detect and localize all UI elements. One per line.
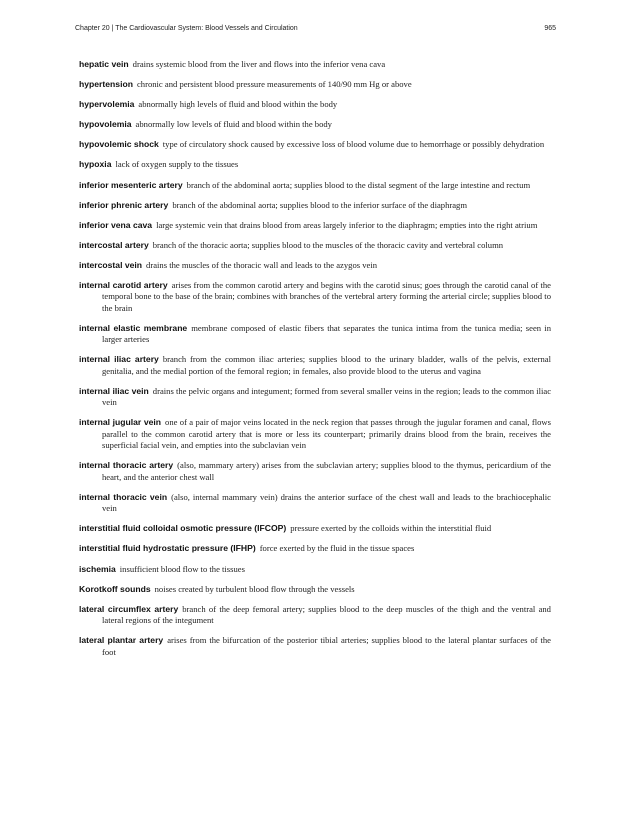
glossary-term: intercostal artery [79,239,149,250]
glossary-definition: branch of the abdominal aorta; supplies blood to the inferior surface of the diaphragm [172,199,468,210]
glossary-definition: drains the pelvic organs and integument; formed from several smaller veins in the region; leads to the common iliac vein [102,385,552,408]
glossary-entry [79,354,551,377]
glossary-definition: (also, mammary artery) arises from the subclavian artery; supplies blood to the thymus, pericardium of the heart, and the anterior chest wall [102,460,551,482]
glossary-term: hypoxia [79,159,112,170]
glossary-term: hepatic vein [79,59,129,69]
glossary-entry [79,280,551,314]
glossary-term: internal thoracic artery [79,460,174,471]
glossary-entry [79,564,551,575]
glossary-definition: arises from the common carotid artery and begins with the carotid sinus; goes through the carotid canal of the temporal bone to the base of the brain; combines with branches of the vertebral artery forming the arterial circle; supplies blood to the brain [102,280,551,313]
glossary-entry [79,99,551,110]
glossary-term: hypovolemic shock [79,139,159,150]
glossary-term: lateral circumflex artery [79,603,179,614]
glossary-entry [79,220,551,231]
glossary-entry [79,584,551,595]
glossary-term: inferior phrenic artery [79,199,169,210]
glossary-definition: large systemic vein that drains blood from areas largely inferior to the diaphragm; empties into the right atrium [156,219,538,230]
glossary-definition: branch of the deep femoral artery; supplies blood to the deep muscles of the thigh and the ventral and lateral regions of the integument [102,603,551,626]
glossary-entry [79,323,551,346]
glossary-entry [79,460,551,483]
glossary-definition: branch of the thoracic aorta; supplies blood to the muscles of the thoracic cavity and vertebral column [152,239,504,250]
glossary-entry [79,139,551,150]
glossary-entry [79,635,551,658]
glossary-entry [79,260,551,271]
glossary-entry [79,417,551,451]
glossary-definition: drains the muscles of the thoracic wall and leads to the azygos vein [146,259,378,270]
glossary-entry [79,159,551,170]
glossary-definition: branch of the abdominal aorta; supplies blood to the distal segment of the large intestine and rectum [186,179,531,190]
glossary-definition: branch from the common iliac arteries; supplies blood to the urinary bladder, walls of the pelvis, external genitalia, and the medial portion of the femoral region; in females, also provide blood to the uterus and vagina [102,354,551,376]
glossary-term: hypovolemia [79,119,132,130]
glossary-definition: force exerted by the fluid in the tissue spaces [259,543,415,554]
glossary-definition: drains systemic blood from the liver and flows into the inferior vena cava [132,59,386,69]
glossary-entry [79,386,551,409]
glossary-definition: pressure exerted by the colloids within the interstitial fluid [290,523,492,534]
glossary-term: Korotkoff sounds [79,583,151,594]
glossary-definition: noises created by turbulent blood flow through the vessels [154,583,355,594]
glossary-term: internal carotid artery [79,280,168,291]
glossary-term: interstitial fluid colloidal osmotic pressure (IFCOP) [79,523,287,534]
glossary-entry [79,240,551,251]
glossary-entry [79,492,551,515]
glossary-entry [79,523,551,534]
glossary-term: inferior mesenteric artery [79,179,183,190]
glossary-definition: one of a pair of major veins located in the neck region that passes through the jugular foramen and canal, flows parallel to the common carotid artery that is more or less its counterpart; primarily drains blood from the brain, receives the superficial facial vein, and empties into the subclavian vein [102,417,551,451]
glossary-definition: (also, internal mammary vein) drains the anterior surface of the chest wall and leads to the brachiocephalic vein [102,491,551,514]
glossary-entry [79,543,551,554]
glossary-entry [79,604,551,627]
glossary-entry [79,180,551,191]
glossary-definition: abnormally low levels of fluid and blood within the body [135,119,332,130]
glossary-term: internal iliac vein [79,385,149,396]
glossary-term: lateral plantar artery [79,635,164,646]
glossary-term: internal jugular vein [79,417,162,428]
chapter-title: Chapter 20 | The Cardiovascular System: Blood Vessels and Circulation [75,25,298,32]
glossary-term: hypertension [79,79,133,90]
glossary-definition: abnormally high levels of fluid and blood within the body [138,99,338,110]
glossary-entry [79,200,551,211]
glossary-term: intercostal vein [79,259,143,270]
glossary-definition: type of circulatory shock caused by excessive loss of blood volume due to hemorrhage or possibly dehydration [162,139,545,150]
glossary-definition: lack of oxygen supply to the tissues [115,159,239,170]
glossary-definition: membrane composed of elastic fibers that separates the tunica intima from the tunica media; seen in larger arteries [102,322,551,345]
glossary-list [79,59,551,667]
glossary-term: ischemia [79,563,116,574]
glossary-definition: chronic and persistent blood pressure measurements of 140/90 mm Hg or above [136,79,412,90]
glossary-definition: arises from the bifurcation of the posterior tibial arteries; supplies blood to the lateral plantar surfaces of the foot [102,635,552,657]
glossary-term: internal elastic membrane [79,322,188,333]
glossary-entry [79,119,551,130]
glossary-term: inferior vena cava [79,219,153,230]
page-header [75,25,556,37]
glossary-definition: insufficient blood flow to the tissues [119,563,245,574]
glossary-term: interstitial fluid hydrostatic pressure (IFHP) [79,543,256,554]
glossary-entry [79,79,551,90]
glossary-term: internal thoracic vein [79,491,168,502]
glossary-entry [79,59,551,70]
glossary-term: hypervolemia [79,99,135,110]
page-number: 965 [544,25,556,32]
glossary-term: internal iliac artery [79,354,159,365]
